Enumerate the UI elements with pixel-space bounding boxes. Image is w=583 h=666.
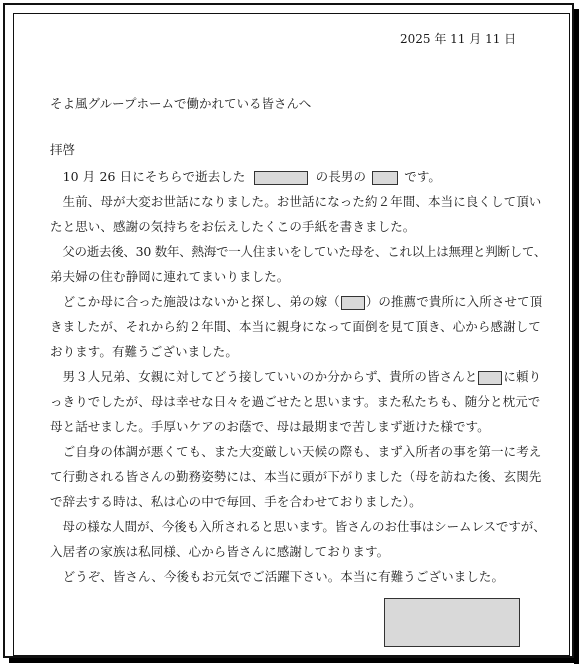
body-line <box>50 292 542 310</box>
body-line: おります。有難うございました。 <box>50 344 239 359</box>
body-text: です。 <box>404 169 442 184</box>
body-line: 弟夫婦の住む静岡に連れてまいりました。 <box>50 269 290 284</box>
letter-addressee: そよ風グループホームで働かれている皆さんへ <box>50 96 312 111</box>
body-line: ご自身の体調が悪くても、また大変厳しい天候の際も、まず入所者の事を第一に考え <box>50 444 542 459</box>
frame-shadow-bottom <box>9 658 579 663</box>
body-text: に頼り <box>503 369 542 384</box>
body-line: て行動される皆さんの勤務姿勢には、本当に頭が下がりました（母を訪ねた後、玄関先 <box>50 469 542 484</box>
body-line: 父の逝去後、30 数年、熱海で一人住まいをしていた母を、これ以上は無理と判断して、 <box>50 244 547 259</box>
body-text: どこか母に合った施設はないかと探し、弟の嫁（ <box>50 294 340 309</box>
redacted-name-box <box>254 171 308 185</box>
body-line <box>50 167 441 185</box>
letter-date: 2025 年 11 月 11 日 <box>400 32 517 46</box>
letter-salutation: 拝啓 <box>50 142 76 157</box>
redacted-name-box <box>478 371 502 385</box>
redacted-signature-box <box>384 598 520 647</box>
body-line: 母の様な人間が、今後も入所されると思います。皆さんのお仕事はシームレスですが、 <box>50 519 546 534</box>
body-text: の長男の <box>315 169 367 184</box>
redacted-name-box <box>341 296 365 310</box>
body-line: 母と話せました。手厚いケアのお蔭で、母は最期まで苦しまず逝けた様です。 <box>50 419 490 434</box>
body-line: 生前、母が大変お世話になりました。お世話になった約２年間、本当に良くして頂い <box>50 194 542 209</box>
frame-shadow-right <box>574 9 579 664</box>
body-line: で辞去する時は、私は心の中で毎回、手を合わせておりました）。 <box>50 494 422 509</box>
body-line: どうぞ、皆さん、今後もお元気でご活躍下さい。本当に有難うございました。 <box>50 569 505 584</box>
body-line: っきりでしたが、母は幸せな日々を過ごせたと思います。また私たちも、随分と枕元で <box>50 394 541 409</box>
body-text: ）の推薦で貴所に入所させて頂 <box>365 294 543 309</box>
body-line: 入居者の家族は私同様、心から皆さんに感謝しております。 <box>50 544 390 559</box>
body-line: きましたが、それから約２年間、本当に親身になって面倒を見て頂き、心から感謝して <box>50 319 541 334</box>
redacted-name-box <box>372 171 398 185</box>
body-text: 男３人兄弟、女親に対してどう接していいのか分からず、貴所の皆さんと <box>50 369 478 384</box>
body-line: たと思い、感謝の気持ちをお伝えしたくこの手紙を書きました。 <box>50 219 416 234</box>
body-line <box>50 367 541 385</box>
body-text: 10 月 26 日にそちらで逝去した <box>50 169 246 184</box>
